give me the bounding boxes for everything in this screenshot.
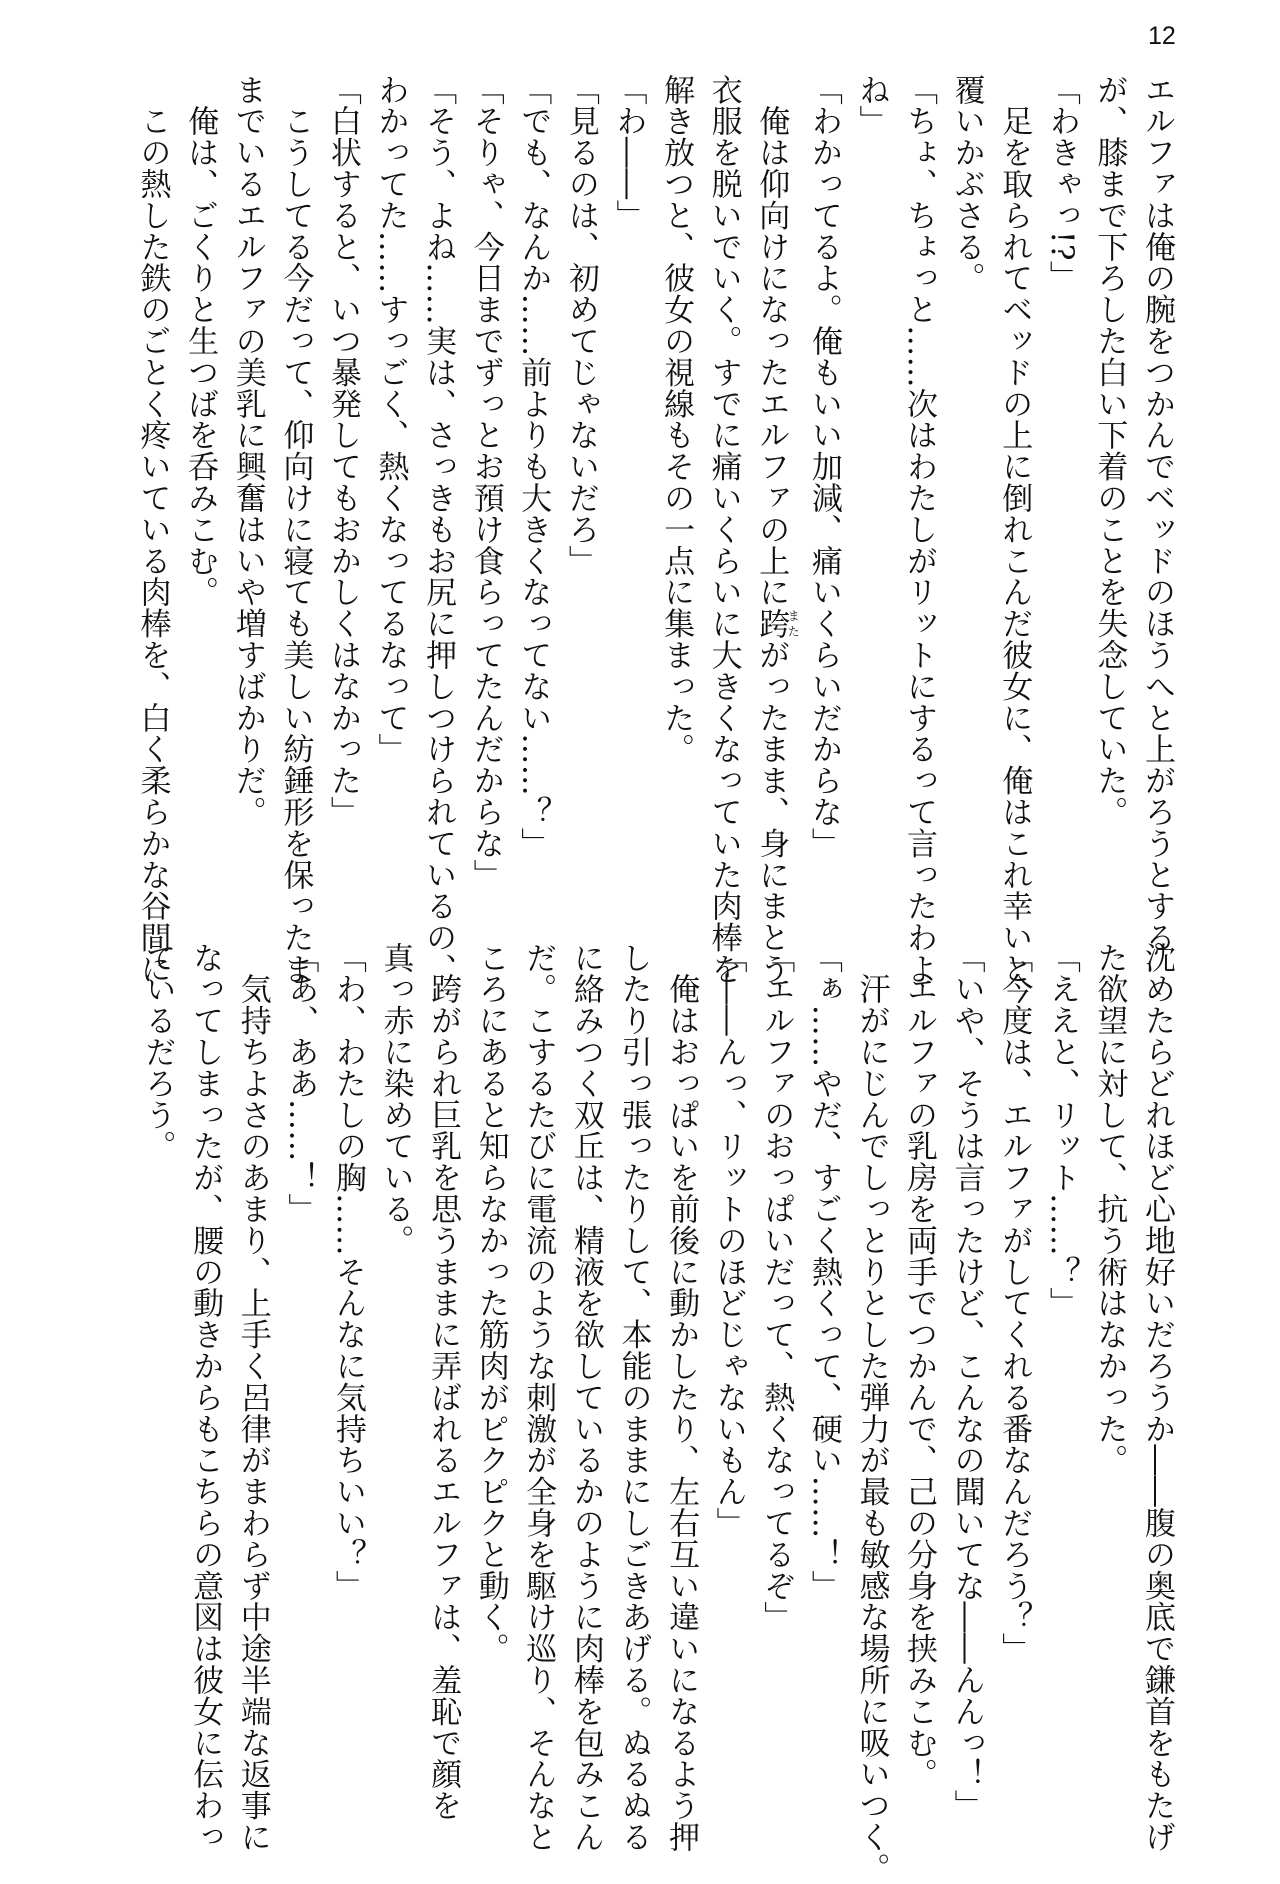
text-column: 「いや、そうは言ったけど、こんなの聞いてな――んんっ！」 [948, 942, 985, 1822]
bottom-text-block [132, 942, 1180, 1884]
text-column: 「ちょ、ちょっと……次はわたしがリットにするって言ったわよ [901, 74, 938, 985]
ruby-reading: また [786, 607, 801, 640]
ruby-annotation [753, 607, 801, 640]
text-column: 真っ赤に染めている。 [377, 942, 414, 1256]
text-column: 「ぁ……やだ、すごく熱くって、硬い……！」 [805, 942, 842, 1602]
text-column: 「そりゃ、今日までずっとお預け食らってたんだからな」 [467, 74, 504, 891]
text-segment: 俺は仰向けになったエルファの上に [753, 74, 790, 608]
text-column: だ。こするたびに電流のような刺激が全身を駆け巡り、そんなと [520, 942, 557, 1853]
text-column: 沈めたらどれほど心地好いだろうか――腹の奥底で鎌首をもたげ [1139, 942, 1175, 1853]
text-column: 汗がにじんでしっとりとした弾力が最も敏感な場所に吸いつく。 [853, 942, 890, 1884]
text-column: 覆いかぶさる。 [948, 74, 985, 294]
text-column: 「あ、ああ……！」 [282, 942, 319, 1225]
text-column: に絡みつく双丘は、精液を欲しているかのように肉棒を包みこん [567, 942, 604, 1853]
text-column: 「わかってるよ。俺もいい加減、痛いくらいだからな」 [805, 74, 842, 859]
text-column: エルファの乳房を両手でつかんで、己の分身を挟みこむ。 [901, 942, 938, 1790]
text-column: なってしまったが、腰の動きからもこちらの意図は彼女に伝わっ [187, 942, 224, 1853]
text-column: 「そう、よね……実は、さっきもお尻に押しつけられているの、 [420, 74, 457, 985]
text-column: 「わ――」 [610, 74, 647, 231]
text-column: したり引っ張ったりして、本能のままにしごきあげる。ぬるぬる [615, 942, 652, 1853]
text-column: 「――んっ、リットのほどじゃないもん」 [710, 942, 747, 1539]
text-segment: がったまま、身にまとう [753, 639, 790, 985]
text-column: 気持ちよさのあまり、上手く呂律がまわらず中途半端な返事に [234, 942, 271, 1853]
text-column: わかってた……すっごく、熱くなってるなって」 [372, 74, 409, 765]
text-column: この熱した鉄のごとく疼いている肉棒を、白く柔らかな谷間に [134, 74, 171, 985]
text-column: 「今度は、エルファがしてくれる番なんだろう？」 [996, 942, 1033, 1665]
text-column: 「見るのは、初めてじゃないだろ」 [562, 74, 599, 577]
ruby-base: 跨 [753, 607, 790, 640]
text-column: 俺は、ごくりと生つばを呑みこむ。 [182, 74, 219, 608]
text-column: エルファは俺の腕をつかんでベッドのほうへと上がろうとする [1139, 74, 1175, 954]
text-column: 「ええと、リット……？」 [1043, 942, 1080, 1319]
text-column: 衣服を脱いでいく。すでに痛いくらいに大きくなっていた肉棒を [705, 74, 742, 985]
text-column: ね」 [853, 74, 890, 137]
text-column: 足を取られてベッドの上に倒れこんだ彼女に、俺はこれ幸いと [996, 74, 1033, 985]
text-column: 跨がられ巨乳を思うままに弄ばれるエルファは、羞恥で顔を [425, 942, 462, 1822]
top-text-block [132, 74, 1180, 985]
text-column-with-ruby [747, 74, 801, 985]
text-column: 「エルファのおっぱいだって、熱くなってるぞ」 [758, 942, 795, 1633]
text-column: ているだろう。 [139, 942, 176, 1162]
text-column: ころにあると知らなかった筋肉がピクピクと動く。 [472, 942, 509, 1665]
text-column: までいるエルファの美乳に興奮はいや増すばかりだ。 [229, 74, 266, 828]
text-column: こうしてる今だって、仰向けに寝ても美しい紡錘形を保ったま [277, 74, 314, 985]
text-column: 解き放つと、彼女の視線もその一点に集まった。 [658, 74, 695, 765]
text-column: た欲望に対して、抗う術はなかった。 [1091, 942, 1128, 1476]
text-column: 「わきゃっ!?」 [1043, 74, 1080, 293]
page-number: 12 [1148, 22, 1176, 50]
text-column: 「わ、わたしの胸……そんなに気持ちいい？」 [329, 942, 366, 1602]
text-column: が、膝まで下ろした白い下着のことを失念していた。 [1091, 74, 1128, 828]
text-column: 俺はおっぱいを前後に動かしたり、左右互い違いになるよう押 [663, 942, 700, 1853]
text-column: 「白状すると、いつ暴発してもおかしくはなかった」 [324, 74, 361, 828]
text-column: 「でも、なんか……前よりも大きくなってない……？」 [515, 74, 552, 859]
